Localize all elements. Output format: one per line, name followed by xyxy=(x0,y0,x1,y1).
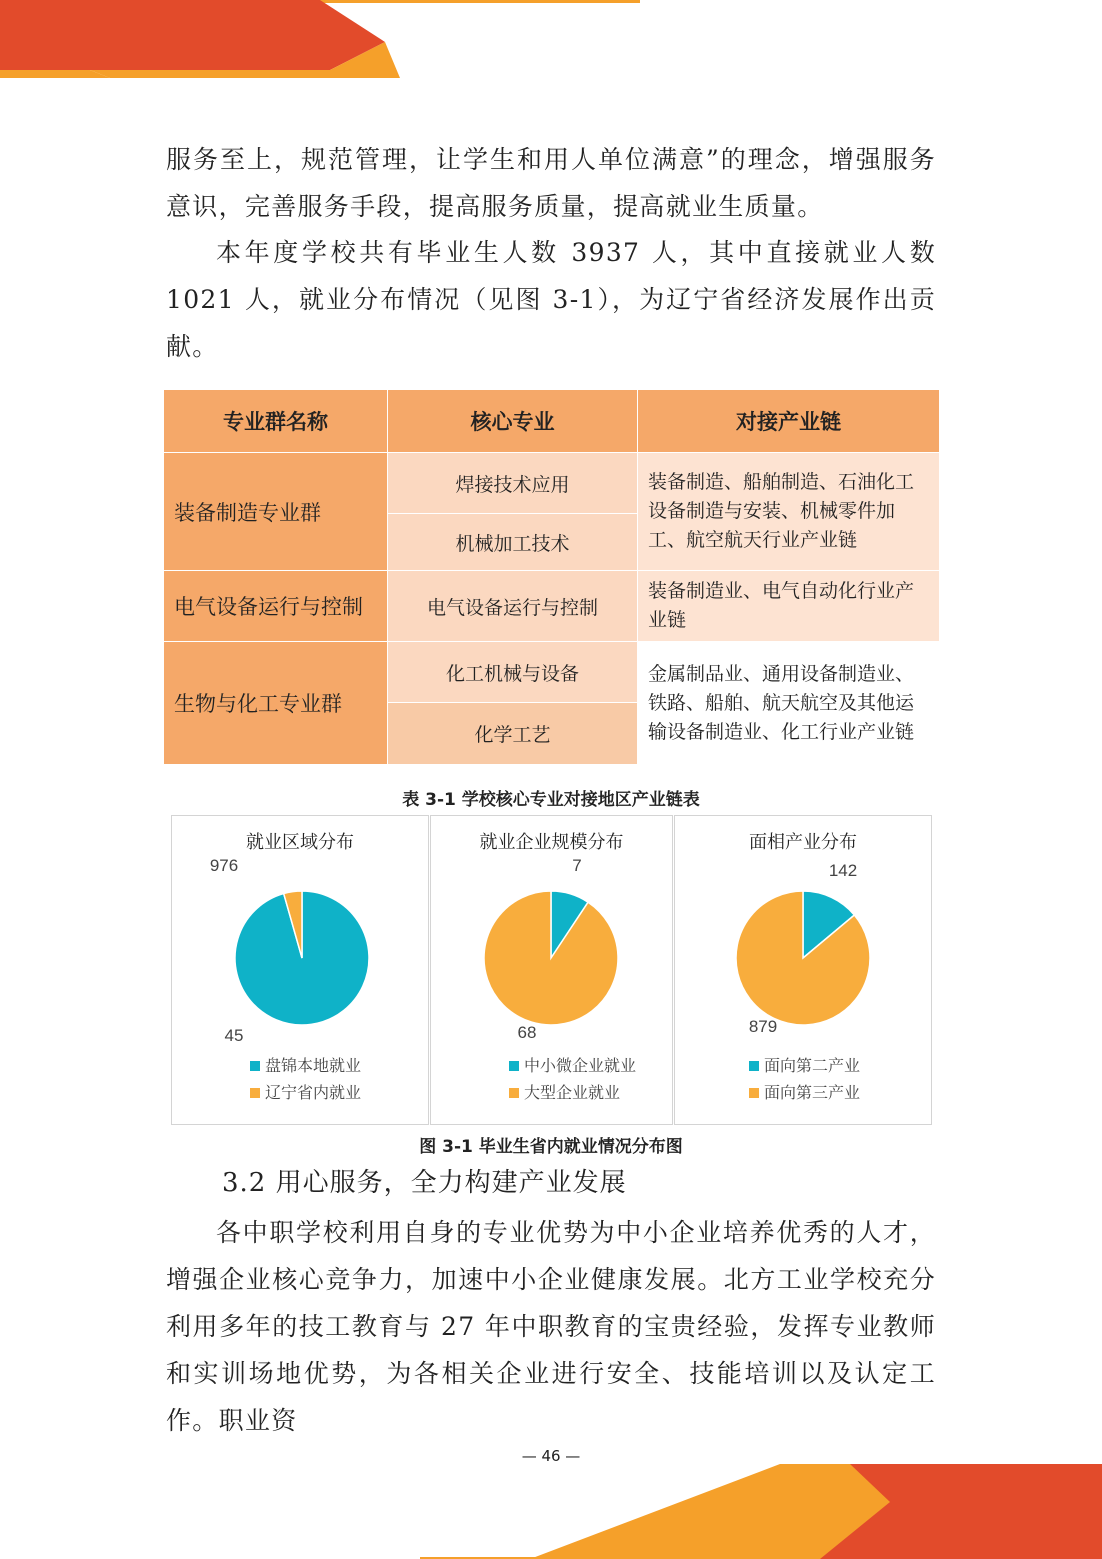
major-cell: 机械加工技术 xyxy=(388,514,638,571)
table-row xyxy=(164,453,940,514)
bottom-corner-banner xyxy=(420,1460,1102,1559)
page-number: — 46 — xyxy=(521,1447,581,1465)
section-heading: 3.2 用心服务，全力构建产业发展 xyxy=(222,1168,627,1198)
legend-swatch xyxy=(749,1088,759,1098)
major-cell: 焊接技术应用 xyxy=(388,453,638,514)
table-row xyxy=(164,642,940,703)
chain-cell: 装备制造业、电气自动化行业产业链 xyxy=(638,571,940,642)
chain-cell: 金属制品业、通用设备制造业、铁路、船舶、航天航空及其他运输设备制造业、化工行业产业链 xyxy=(638,642,940,765)
group-name-cell: 装备制造专业群 xyxy=(164,453,388,571)
chart-title: 就业企业规模分布 xyxy=(479,832,624,852)
chain-cell: 装备制造、船舶制造、石油化工设备制造与安装、机械零件加工、航空航天行业产业链 xyxy=(638,453,940,571)
table-header-row xyxy=(164,390,940,453)
legend-label: 中小微企业就业 xyxy=(524,1058,637,1075)
chart-title: 就业区域分布 xyxy=(246,832,354,852)
major-cell: 化学工艺 xyxy=(388,703,638,765)
table-header-cell: 专业群名称 xyxy=(164,390,388,453)
chart-title: 面相产业分布 xyxy=(749,832,857,852)
legend-label: 面向第三产业 xyxy=(764,1085,861,1102)
legend-swatch xyxy=(749,1061,759,1071)
core-major-table xyxy=(163,389,940,765)
legend-label: 盘锦本地就业 xyxy=(265,1058,362,1075)
major-cell: 电气设备运行与控制 xyxy=(388,571,638,642)
major-cell: 化工机械与设备 xyxy=(388,642,638,703)
chart-panel-industry xyxy=(674,815,932,1125)
data-label: 879 xyxy=(748,1017,778,1036)
pie-chart-industry xyxy=(675,816,931,1124)
legend-swatch xyxy=(509,1061,519,1071)
body-paragraph: 各中职学校利用自身的专业优势为中小企业培养优秀的人才，增强企业核心竞争力，加速中小企业健康发展。北方工业学校充分利用多年的技工教育与 27 年中职教育的宝贵经验，发挥专业教师和实训场地优势，为各相关企业进行安全、技能培训以及认定工作。职业资 xyxy=(166,1218,936,1435)
intro-paragraph-1: 服务至上，规范管理，让学生和用人单位满意”的理念，增强服务意识，完善服务手段，提高服务质量，提高就业生质量。 xyxy=(166,145,936,221)
data-label: 45 xyxy=(224,1026,244,1045)
legend-label: 辽宁省内就业 xyxy=(265,1085,362,1102)
group-name-cell: 电气设备运行与控制 xyxy=(164,571,388,642)
pie-chart-region xyxy=(172,816,428,1124)
pie-slice xyxy=(484,891,618,1025)
figure-caption: 图 3-1 毕业生省内就业情况分布图 xyxy=(419,1137,683,1157)
legend-label: 大型企业就业 xyxy=(524,1085,621,1102)
data-label: 68 xyxy=(517,1023,537,1042)
table-header-cell: 对接产业链 xyxy=(638,390,940,453)
chart-panel-region xyxy=(171,815,429,1125)
data-label: 976 xyxy=(209,856,239,875)
intro-paragraph-2: 本年度学校共有毕业生人数 3937 人，其中直接就业人数 1021 人，就业分布情况（见图 3-1），为辽宁省经济发展作出贡献。 xyxy=(166,238,936,361)
table-caption: 表 3-1 学校核心专业对接地区产业链表 xyxy=(402,790,700,810)
legend-swatch xyxy=(509,1088,519,1098)
legend-swatch xyxy=(250,1088,260,1098)
chart-panel-size xyxy=(430,815,673,1125)
pie-chart-size xyxy=(431,816,672,1124)
data-label: 7 xyxy=(572,856,582,875)
table-header-cell: 核心专业 xyxy=(388,390,638,453)
table-row xyxy=(164,571,940,642)
legend-label: 面向第二产业 xyxy=(764,1058,861,1075)
legend-swatch xyxy=(250,1061,260,1071)
data-label: 142 xyxy=(828,861,858,880)
top-corner-banner xyxy=(0,0,660,82)
group-name-cell: 生物与化工专业群 xyxy=(164,642,388,765)
